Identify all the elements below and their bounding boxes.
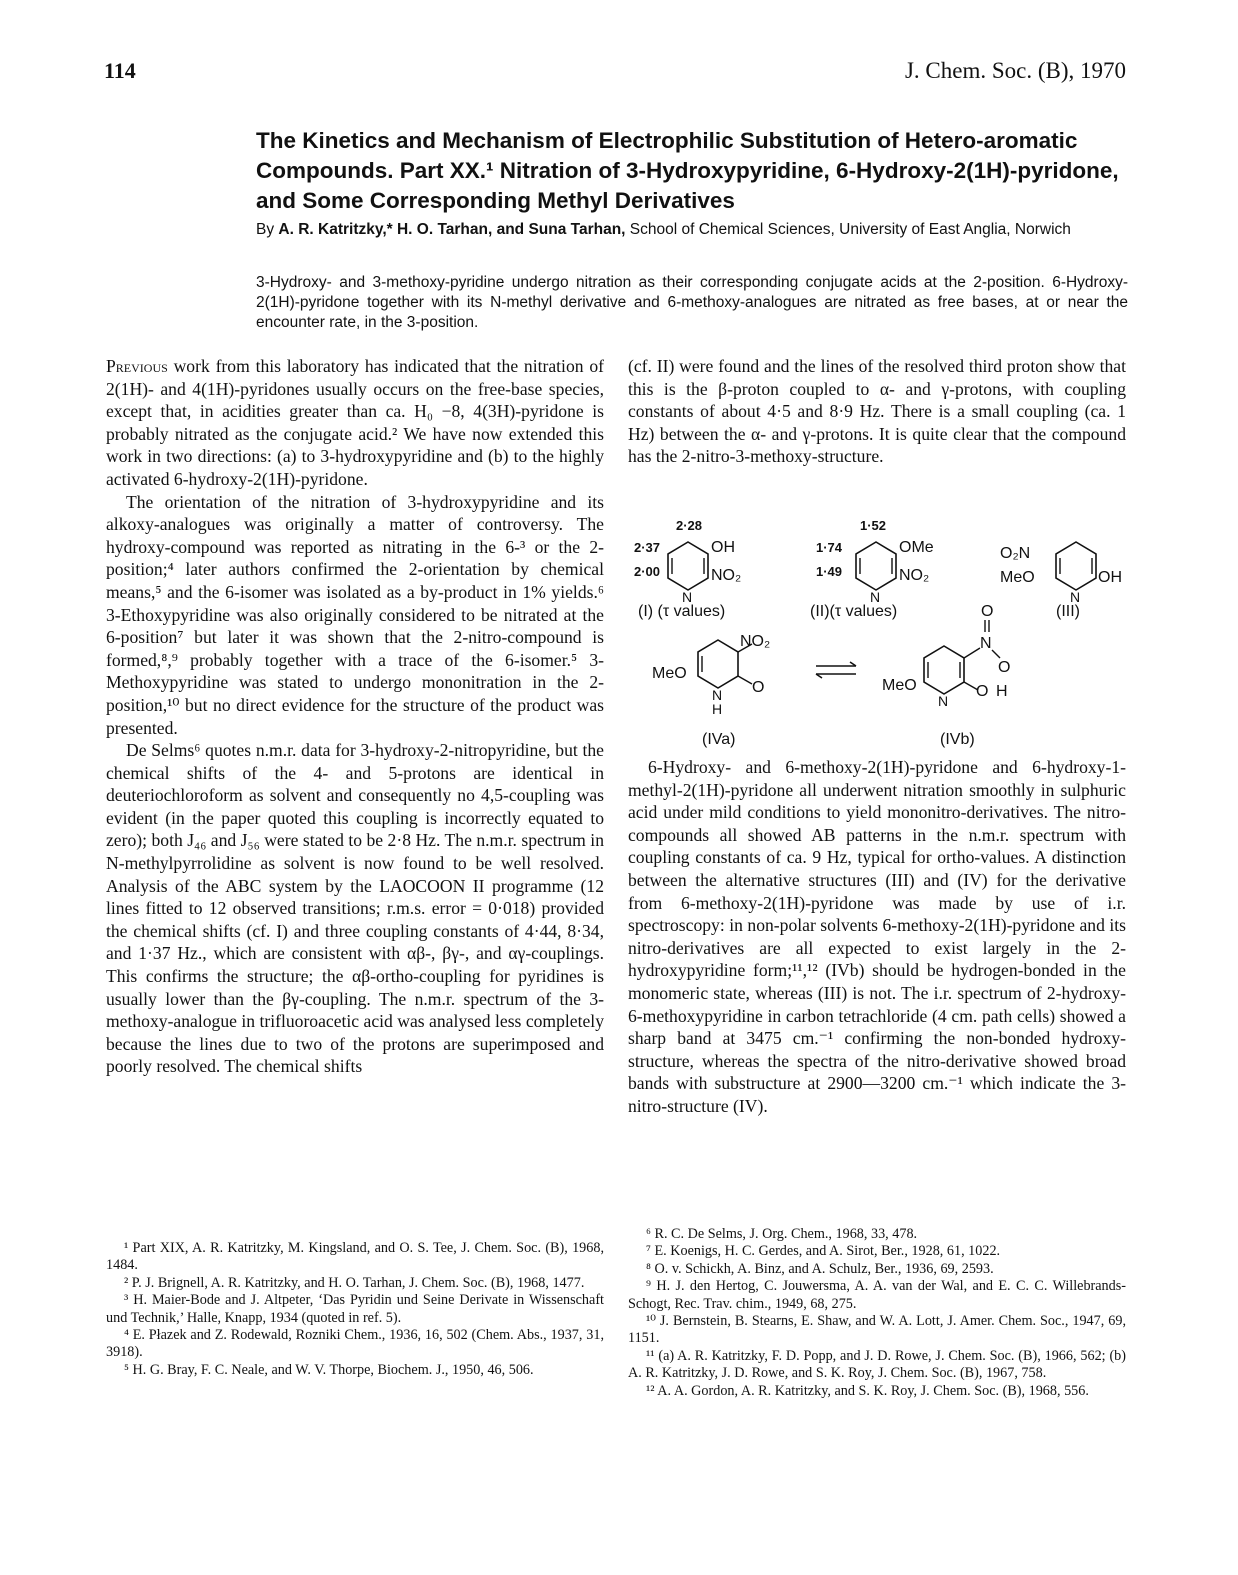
body-paragraph: The orientation of the nitration of 3-hydroxypyridine and its alkoxy-analogues was originally a matter of controversy. The hydroxy-compound was reported as nitrating in the 6-³ or the 2-position;⁴ later authors confirmed the 2-orientation by chemical means,⁵ and the 6-isomer was isolated as a by-product in 1% yields.⁶ 3-Ethoxypyridine was also originally considered to be nitrated at the 6-position⁷ but later it was shown that the 2-nitro-compound is formed,⁸,⁹ probably together with a trace of the 6-isomer.⁵ 3-Methoxypyridine was stated to undergo mononitration in the 2-position,¹⁰ but no direct evidence for the structure of the product was presented.	[106, 491, 604, 738]
page-number: 114	[104, 58, 136, 83]
body-column-right-bottom	[628, 756, 1126, 1118]
footnote: ¹⁰ J. Bernstein, B. Stearns, E. Shaw, and W. A. Lott, J. Amer. Chem. Soc., 1947, 69, 1151.	[628, 1313, 1126, 1347]
atom-label: NO₂	[899, 567, 930, 584]
body-paragraph: (cf. II) were found and the lines of the resolved third proton show that this is the β-proton coupled to α- and γ-protons, with coupling constants of about 4·5 and 8·9 Hz. There is a small coupling (ca. 1 Hz) between the α- and γ-protons. It is quite clear that the compound has the 2-nitro-3-methoxy-structure.	[628, 356, 1126, 467]
author-line	[256, 219, 1128, 240]
atom-label: OMe	[899, 539, 934, 556]
lead-word: Previous	[106, 356, 168, 376]
atom-label: N	[980, 635, 992, 652]
atom-label: OH	[711, 539, 735, 556]
atom-label: NO₂	[740, 633, 771, 650]
journal-header: J. Chem. Soc. (B), 1970	[904, 58, 1126, 83]
structure-label: (I) (τ values)	[638, 603, 726, 620]
footnote: ¹ Part XIX, A. R. Katritzky, M. Kingsland, and O. S. Tee, J. Chem. Soc. (B), 1968, 1484.	[106, 1240, 604, 1274]
equilibrium-arrows	[816, 662, 856, 678]
atom-label: O	[981, 603, 994, 620]
body-paragraph	[106, 355, 604, 491]
body-paragraph: 6-Hydroxy- and 6-methoxy-2(1H)-pyridone and 6-hydroxy-1-methyl-2(1H)-pyridone all underwent nitration smoothly in sulphuric acid under mild conditions to yield mononitro-derivatives. The nitro-compounds all showed AB patterns in the n.m.r. spectrum with coupling constants of ca. 9 Hz, typical for ortho-values. A distinction between the alternative structures (III) and (IV) for the derivative from 6-methoxy-2(1H)-pyridone was made by use of i.r. spectroscopy: in non-polar solvents 6-methoxy-2(1H)-pyridone and its nitro-derivatives are all expected to exist largely in the 2-hydroxypyridine form;¹¹,¹² (IVb) should be hydrogen-bonded in the monomeric state, whereas (III) is not. The i.r. spectrum of 2-hydroxy-6-methoxypyridine in carbon tetrachloride (4 cm. path cells) showed a sharp band at 3475 cm.⁻¹ confirming the non-bonded hydroxy-structure, whereas the spectra of the nitro-derivative showed broad bands with substructure at 2900—3200 cm.⁻¹ which indicate the 3-nitro-structure (IV).	[628, 757, 1126, 1116]
footnote: ⁹ H. J. den Hertog, C. Jouwersma, A. A. van der Wal, and E. C. C. Willebrands-Schogt, Rec. Trav. chim., 1949, 68, 275.	[628, 1278, 1126, 1312]
chemical-structures-figure	[628, 512, 1128, 752]
footnote: ² P. J. Brignell, A. R. Katritzky, and H. O. Tarhan, J. Chem. Soc. (B), 1968, 1477.	[124, 1274, 585, 1291]
footnotes-right	[628, 1226, 1126, 1400]
structure-label: (IVb)	[940, 731, 975, 748]
footnote: ⁸ O. v. Schickh, A. Binz, and A. Schulz, Ber., 1936, 69, 2593.	[646, 1260, 994, 1277]
footnote: ⁶ R. C. De Selms, J. Org. Chem., 1968, 33, 478.	[646, 1226, 918, 1242]
atom-label: N	[682, 589, 693, 605]
pyridine-ring	[924, 646, 964, 694]
footnote: ¹² A. A. Gordon, A. R. Katritzky, and S. K. Roy, J. Chem. Soc. (B), 1968, 556.	[646, 1382, 1089, 1399]
atom-label: N	[938, 693, 949, 709]
structure-II	[810, 518, 934, 620]
shift-label: 1·74	[816, 540, 843, 555]
atom-label: OH	[1098, 569, 1122, 586]
atom-label: N	[712, 687, 723, 703]
pyridine-ring	[856, 542, 896, 590]
author-names: A. R. Katritzky,* H. O. Tarhan, and Suna Tarhan,	[278, 221, 626, 238]
pyridone-ring	[698, 640, 738, 688]
atom-label: N	[1070, 589, 1081, 605]
shift-label: 1·49	[816, 564, 843, 579]
structure-label: (III)	[1056, 603, 1080, 620]
structure-I	[634, 518, 741, 620]
footnotes-left	[106, 1240, 604, 1379]
body-column-left	[106, 355, 604, 1078]
shift-label: 2·28	[676, 518, 703, 533]
atom-label: N	[870, 589, 881, 605]
atom-label: MeO	[882, 677, 917, 694]
footnote: ³ H. Maier-Bode and J. Altpeter, ‘Das Pyridin und Seine Derivate in Wissenschaft und Technik,’ Halle, Knapp, 1934 (quoted in ref. 5).	[106, 1292, 604, 1326]
structure-label: (IVa)	[702, 731, 736, 748]
body-paragraph: De Selms⁶ quotes n.m.r. data for 3-hydroxy-2-nitropyridine, but the chemical shifts of the 4- and 5-protons are identical in deuteriochloroform as solvent and consequently no 4,5-coupling was evident (in the paper quoted this coupling is incorrectly equated to zero); both J₄₆ and J₅₆ were stated to be 2·8 Hz. The n.m.r. spectrum in N-methylpyrrolidine as solvent is now found to be well resolved. Analysis of the ABC system by the LAOCOON II programme (12 lines fitted to 12 observed transitions; r.m.s. error = 0·018) provided the chemical shifts (cf. I) and three coupling constants of 4·44, 8·34, and 1·37 Hz., which are consistent with αβ-, βγ-, and αγ-couplings. This confirms the structure; the αβ-ortho-coupling for pyridines is usually lower than the βγ-coupling. The n.m.r. spectrum of the 3-methoxy-analogue in trifluoroacetic acid was analysed less completely because the lines due to two of the protons are superimposed and poorly resolved. The chemical shifts	[106, 740, 604, 1077]
footnote: ⁷ E. Koenigs, H. C. Gerdes, and A. Sirot, Ber., 1928, 61, 1022.	[646, 1243, 1001, 1260]
body-column-right-top	[628, 355, 1126, 468]
footnote: ⁵ H. G. Bray, F. C. Neale, and W. V. Thorpe, Biochem. J., 1950, 46, 506.	[124, 1361, 534, 1378]
atom-label: O	[998, 659, 1011, 676]
structure-III	[1000, 542, 1122, 620]
article-title: The Kinetics and Mechanism of Electrophilic Substitution of Hetero-aromatic Compounds. Part XX.¹ Nitration of 3-Hydroxypyridine, 6-Hydroxy-2(1H)-pyridone, and Some Corresponding Methyl Derivatives	[256, 128, 1119, 213]
paragraph-text: work from this laboratory has indicated that the nitration of 2(1H)- and 4(1H)-pyridones usually occurs on the free-base species, except that, in acidities greater than ca. H₀ −8, 4(3H)-pyridone is probably nitrated as the conjugate acid.² We have now extended this work in two directions: (a) to 3-hydroxypyridine and (b) to the highly activated 6-hydroxy-2(1H)-pyridone.	[106, 356, 604, 489]
atom-label: MeO	[1000, 569, 1035, 586]
atom-label: NO₂	[711, 567, 742, 584]
pyridine-ring	[668, 542, 708, 590]
structure-IVb	[882, 603, 1010, 748]
abstract: 3-Hydroxy- and 3-methoxy-pyridine undergo nitration as their corresponding conjugate acids at the 2-position. 6-Hydroxy-2(1H)-pyridone together with its N-methyl derivative and 6-methoxy-analogues are nitrated as free bases, at or near the encounter rate, in the 3-position.	[256, 274, 1128, 331]
structure-label: (II)(τ values)	[810, 603, 898, 620]
author-affiliation: School of Chemical Sciences, University of East Anglia, Norwich	[625, 221, 1071, 238]
atom-label: H	[996, 683, 1008, 700]
atom-label: O	[976, 683, 989, 700]
pyridine-ring	[1056, 542, 1096, 590]
footnote: ⁴ E. Płazek and Z. Rodewald, Rozniki Chem., 1936, 16, 502 (Chem. Abs., 1937, 31, 3918).	[106, 1327, 604, 1361]
atom-label: H	[712, 701, 723, 717]
atom-label: O	[752, 679, 765, 696]
structure-IVa	[652, 633, 770, 748]
shift-label: 1·52	[860, 518, 887, 533]
footnote: ¹¹ (a) A. R. Katritzky, F. D. Popp, and J. D. Rowe, J. Chem. Soc. (B), 1966, 562; (b) A. R. Katritzky, J. D. Rowe, and S. K. Roy, J. Chem. Soc. (B), 1967, 758.	[628, 1347, 1126, 1382]
shift-label: 2·37	[634, 540, 661, 555]
atom-label: O₂N	[1000, 545, 1031, 562]
shift-label: 2·00	[634, 564, 661, 579]
atom-label: MeO	[652, 665, 687, 682]
author-prefix: By	[256, 221, 279, 238]
